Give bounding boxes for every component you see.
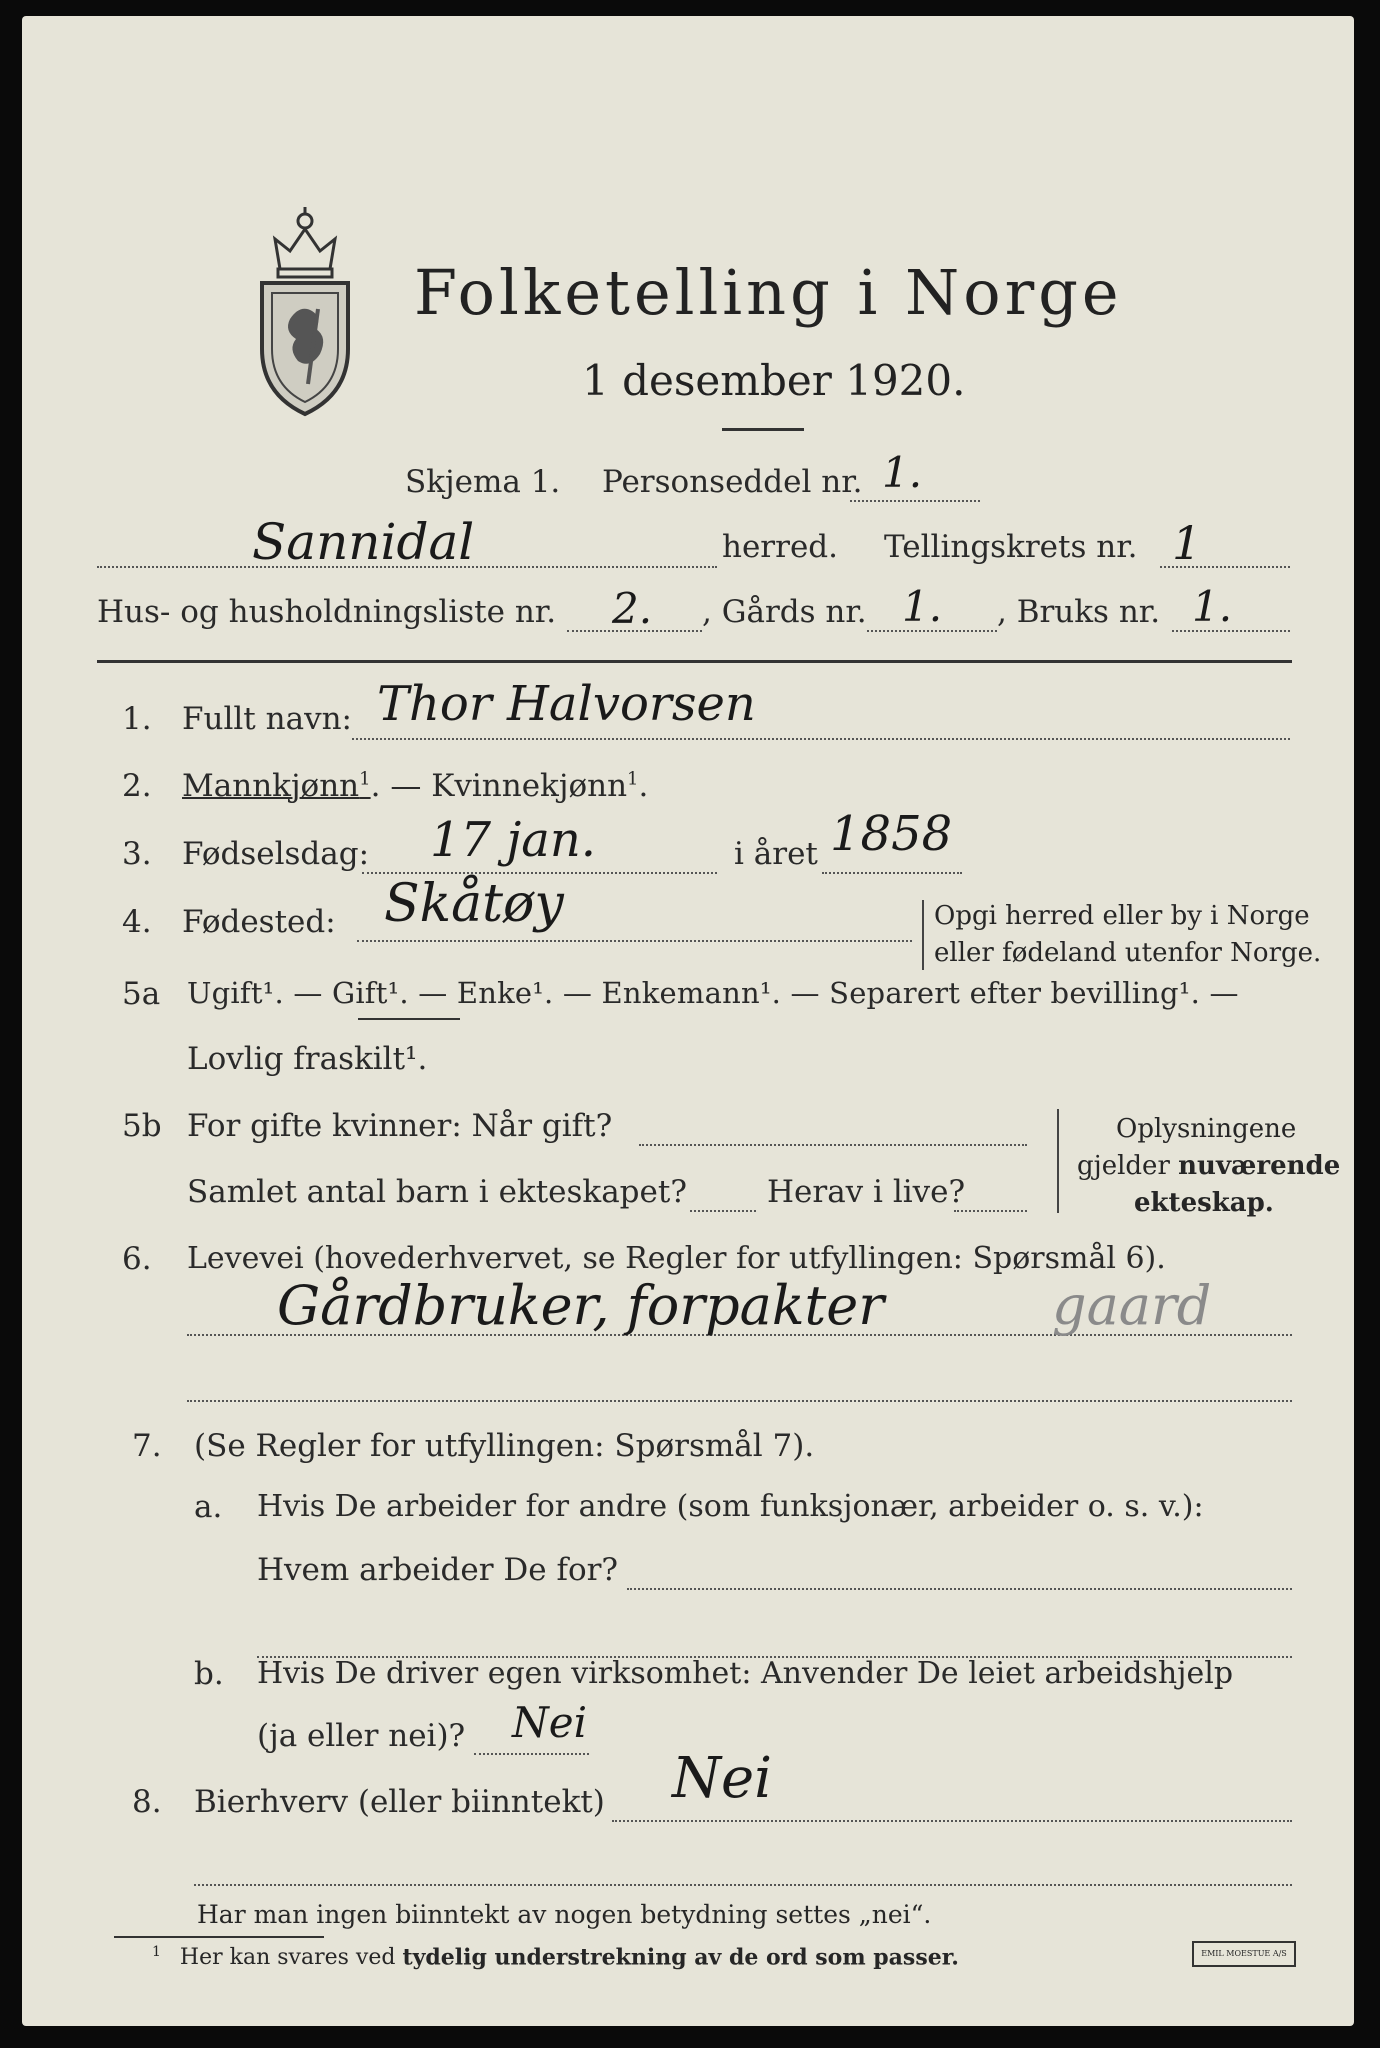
footnote-mark: 1: [152, 1944, 161, 1960]
q2-male-end: .: [370, 768, 381, 804]
title-divider: [722, 428, 804, 431]
q7a-line2: Hvem arbeider De for?: [257, 1552, 619, 1588]
q3-year-line: [822, 872, 962, 874]
q2-female-option: Kvinnekjønn: [431, 768, 628, 804]
q5b-note1: Oplysningene: [1116, 1114, 1297, 1144]
q4-birthplace-value: Skåtøy: [384, 874, 564, 934]
form-title: Folketelling i Norge: [414, 256, 1123, 329]
q5b-line1: For gifte kvinner: Når gift?: [187, 1108, 613, 1144]
q5b-children-label: Samlet antal barn i ekteskapet?: [187, 1174, 687, 1210]
personseddel-line: [850, 500, 980, 502]
q7b-line2: (ja eller nei)?: [257, 1718, 466, 1754]
printer-stamp-text: EMIL MOESTUE A/S: [1201, 1949, 1287, 1958]
q2-number: 2.: [122, 768, 152, 804]
q7b-line1: Hvis De driver egen virksomhet: Anvender De leiet arbeidshjelp: [257, 1656, 1234, 1691]
footer-note: Har man ingen biinntekt av nogen betydning settes „nei“.: [197, 1900, 932, 1929]
q5b-note3: ekteskap.: [1134, 1188, 1274, 1218]
bruks-label: , Bruks nr.: [997, 594, 1161, 630]
q5a-line2: Lovlig fraskilt¹.: [187, 1041, 428, 1077]
q5b-note-brace: [1057, 1109, 1059, 1213]
q3-number: 3.: [122, 836, 152, 872]
q4-label: Fødested:: [182, 904, 336, 940]
herred-label: herred.: [722, 529, 838, 565]
q5b-number: 5b: [122, 1108, 162, 1144]
q7a-letter: a.: [194, 1489, 223, 1525]
q8-number: 8.: [132, 1784, 162, 1820]
personseddel-label: Personseddel nr.: [602, 464, 863, 500]
q8-line2: [194, 1884, 1292, 1886]
q5b-note2-a: gjelder: [1077, 1151, 1179, 1181]
q4-line: [357, 940, 912, 942]
q7-number: 7.: [132, 1428, 162, 1464]
q2-male-text: Mannkjønn: [182, 768, 360, 804]
q2-male-sup: 1: [359, 768, 371, 790]
q2-female-end: .: [638, 768, 649, 804]
section-divider: [97, 660, 1292, 663]
census-form-page: [22, 16, 1354, 2026]
tellingskrets-value: 1: [1172, 516, 1202, 570]
q5b-alive-label: Herav i live?: [767, 1174, 966, 1210]
q5a-number: 5a: [122, 976, 161, 1012]
gards-value: 1.: [902, 582, 943, 631]
norway-coat-of-arms-icon: [250, 199, 360, 419]
q8-line: [612, 1820, 1292, 1822]
q7b-value: Nei: [512, 1698, 588, 1747]
q6-line2: [187, 1400, 1292, 1402]
q8-label: Bierhverv (eller biinntekt): [194, 1784, 605, 1820]
q3-year-label: i året: [734, 836, 818, 872]
q3-year-value: 1858: [830, 806, 953, 862]
q5a-line1: Ugift¹. — Gift¹. — Enke¹. — Enkemann¹. — Separert efter bevilling¹. —: [187, 976, 1239, 1010]
q2-options: [182, 768, 648, 804]
q4-number: 4.: [122, 904, 152, 940]
household-value: 2.: [612, 584, 653, 633]
footnote-text-a: Her kan svares ved: [179, 1945, 403, 1971]
q7b-line: [474, 1753, 589, 1755]
q6-label: Levevei (hovederhvervet, se Regler for utfyllingen: Spørsmål 6).: [187, 1241, 1166, 1276]
q1-full-name-value: Thor Halvorsen: [377, 676, 756, 732]
q5b-married-line: [639, 1144, 1027, 1146]
tellingskrets-label: Tellingskrets nr.: [884, 529, 1138, 565]
footnote: [152, 1944, 959, 1970]
q3-label: Fødselsdag:: [182, 836, 370, 872]
q7-label: (Se Regler for utfyllingen: Spørsmål 7).: [194, 1428, 815, 1464]
q6-number: 6.: [122, 1241, 152, 1277]
printer-stamp: [1192, 1941, 1296, 1967]
q6-pencil-note: gaard: [1052, 1274, 1212, 1337]
q3-birthday-value: 17 jan.: [430, 812, 597, 868]
q6-occupation-value: Gårdbruker, forpakter: [277, 1274, 885, 1337]
q5b-note2-b: nuværende: [1178, 1151, 1341, 1181]
q1-label: Fullt navn:: [182, 701, 352, 737]
q7b-letter: b.: [194, 1656, 224, 1692]
q7a-employer-line: [627, 1588, 1292, 1590]
household-label: Hus- og husholdningsliste nr.: [97, 594, 557, 630]
q1-line: [352, 738, 1290, 740]
q2-sep: —: [380, 768, 432, 804]
q8-value: Nei: [672, 1746, 773, 1811]
q4-note-brace: [922, 900, 924, 970]
bruks-value: 1.: [1192, 582, 1233, 631]
q4-note-line1: Opgi herred eller by i Norge: [934, 901, 1310, 931]
q7a-line1: Hvis De arbeider for andre (som funksjonær, arbeider o. s. v.):: [257, 1489, 1204, 1524]
gards-label: , Gårds nr.: [702, 594, 867, 630]
q4-note-line2: eller fødeland utenfor Norge.: [934, 938, 1322, 968]
footnote-text-b: tydelig understrekning av de ord som passer.: [402, 1944, 959, 1971]
form-date: 1 desember 1920.: [582, 356, 966, 405]
q2-female-sup: 1: [627, 768, 639, 790]
q5b-note2: [1077, 1151, 1340, 1181]
q1-number: 1.: [122, 701, 152, 737]
municipality-value: Sannidal: [252, 513, 475, 571]
footnote-divider: [114, 1936, 324, 1938]
q5b-children-line: [690, 1210, 756, 1212]
schema-label: Skjema 1.: [405, 464, 561, 500]
q2-male-option: [182, 768, 371, 804]
q5b-alive-line: [954, 1210, 1027, 1212]
personseddel-value: 1.: [882, 448, 923, 497]
q5a-gift-underline: [358, 1018, 460, 1020]
